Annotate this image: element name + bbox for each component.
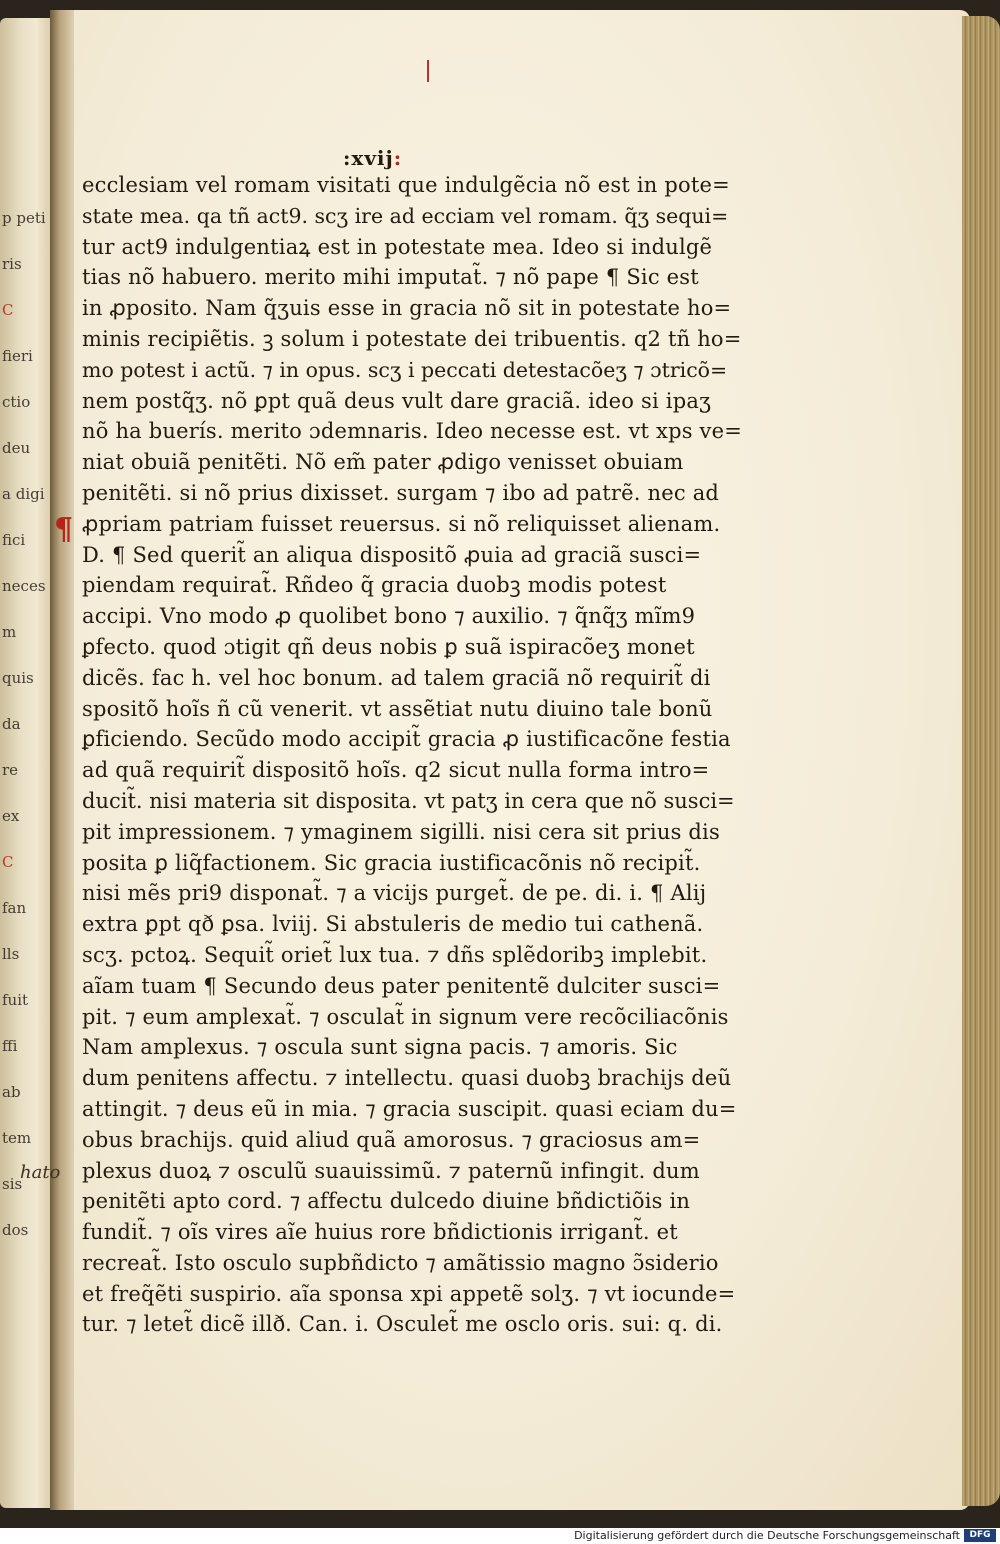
red-paragraph-mark: ¶	[54, 512, 74, 547]
text-line: niat obuiã penitẽti. Nõ em̃ pater ꝓdigo venisset obuiam	[82, 450, 684, 475]
text-line: tias nõ habuero. merito mihi imputat̃. ⁊ nõ pape ¶ Sic est	[82, 265, 699, 290]
margin-fragment: fici	[2, 531, 26, 549]
folio-number: :xvij:	[343, 146, 403, 170]
text-line: tur act9 indulgentiaꝝ est in potestate mea. Ideo si indulgẽ	[82, 234, 713, 259]
text-line: scʒ. pctoꝝ. Sequit̃ oriet̃ lux tua. ⁊ dñs splẽdoribꝫ implebit.	[82, 942, 708, 967]
text-line: et freq̃ẽti suspirio. aĩa sponsa xpi appetẽ solʒ. ⁊ vt iocunde=	[82, 1281, 736, 1306]
text-line: ꝑfecto. quod ɔtigit qñ deus nobis ꝑ suã ispiracõeʒ monet	[82, 634, 695, 659]
margin-fragment: quis	[2, 669, 34, 687]
text-line: dum penitens affectu. ⁊ intellectu. quasi duobꝫ brachijs deũ	[82, 1066, 732, 1091]
text-line: ducit̃. nisi materia sit disposita. vt patʒ in cera que nõ susci=	[82, 788, 735, 813]
margin-fragment: ris	[2, 255, 22, 273]
text-line: attingit. ⁊ deus eũ in mia. ⁊ gracia suscipit. quasi eciam du=	[82, 1096, 737, 1121]
margin-fragment: neces	[2, 577, 46, 595]
text-line: pit. ⁊ eum amplexat̃. ⁊ osculat̃ in signum vere recõciliacõnis	[82, 1004, 729, 1029]
margin-fragment: deu	[2, 439, 31, 457]
marginal-note: hato	[20, 1162, 61, 1183]
margin-fragment: fieri	[2, 347, 33, 365]
text-line: ꝑficiendo. Secũdo modo accipit̃ gracia ꝓ iustificacõne festia	[82, 727, 731, 752]
text-line: in ꝓposito. Nam q̃ʒuis esse in gracia nõ sit in potestate ho=	[82, 296, 732, 321]
text-line: state mea. qa tñ act9. scʒ ire ad ecciam vel romam. q̃ʒ sequi=	[82, 203, 729, 228]
margin-fragment: dos	[2, 1221, 29, 1239]
text-line: pit impressionem. ⁊ ymaginem sigilli. nisi cera sit prius dis	[82, 819, 720, 844]
margin-fragment: ctio	[2, 393, 31, 411]
text-line: D. ¶ Sed querit̃ an aliqua dispositõ ꝓuia ad graciã susci=	[82, 542, 702, 567]
margin-fragment: C	[2, 301, 14, 319]
margin-fragment: sis	[2, 1175, 23, 1193]
text-line: penitẽti apto cord. ⁊ affectu dulcedo diuine bñdictiõis in	[82, 1189, 691, 1214]
page-edges	[962, 16, 1000, 1506]
margin-fragment: C	[2, 853, 14, 871]
text-line: penitẽti. si nõ prius dixisset. surgam ⁊ ibo ad patrẽ. nec ad	[82, 480, 720, 505]
text-line: nisi mẽs pri9 disponat̃. ⁊ a vicijs purget̃. de pe. di. i. ¶ Alij	[82, 881, 707, 906]
text-line: fundit̃. ⁊ oĩs vires aĩe huius rore bñdictionis irrigant̃. et	[82, 1220, 678, 1245]
text-line: Nam amplexus. ⁊ oscula sunt signa pacis. ⁊ amoris. Sic	[82, 1035, 678, 1060]
text-line: ecclesiam vel romam visitati que indulgẽcia nõ est in pote=	[82, 173, 730, 197]
margin-fragment: re	[2, 761, 19, 779]
text-block	[82, 170, 742, 1340]
text-line: piendam requirat̃. Rñdeo q̃ gracia duobꝫ modis potest	[82, 573, 667, 598]
text-line: obus brachijs. quid aliud quã amorosus. ⁊ graciosus am=	[82, 1127, 701, 1152]
text-line: extra ꝑpt qð ꝑsa. lviij. Si abstuleris de medio tui cathenã.	[82, 912, 704, 937]
footer	[0, 1528, 1000, 1544]
margin-fragment: m	[2, 623, 17, 641]
text-line: ad quã requirit̃ dispositõ hoĩs. q2 sicut nulla forma intro=	[82, 758, 710, 783]
text-line: aĩam tuam ¶ Secundo deus pater penitentẽ dulciter susci=	[82, 973, 721, 998]
margin-fragment: fuit	[2, 991, 29, 1009]
text-line: plexus duoꝝ ⁊ osculũ suauissimũ. ⁊ paternũ infingit. dum	[82, 1158, 700, 1183]
left-page-edge	[0, 18, 52, 1508]
margin-fragment: ex	[2, 807, 20, 825]
red-tick-mark	[427, 60, 429, 82]
margin-fragment: tem	[2, 1129, 32, 1147]
text-line: accipi. Vno modo ꝓ quolibet bono ⁊ auxilio. ⁊ q̃nq̃ʒ mĩm9	[82, 604, 696, 629]
text-line: nem postq̃ʒ. nõ ꝑpt quã deus vult dare graciã. ideo si ipaʒ	[82, 388, 712, 413]
text-line: ꝓpriam patriam fuisset reuersus. si nõ reliquisset alienam.	[82, 511, 721, 536]
dfg-logo: DFG	[964, 1529, 996, 1542]
text-line: spositõ hoĩs ñ cũ venerit. vt assẽtiat nutu diuino tale bonũ	[82, 696, 713, 721]
margin-fragment: ffi	[2, 1037, 18, 1055]
margin-fragment: a digi	[2, 485, 45, 503]
margin-fragment: da	[2, 715, 21, 733]
text-line: recreat̃. Isto osculo supbñdicto ⁊ amãtissio magno ɔ̃siderio	[82, 1250, 719, 1275]
text-line: mo potest i actũ. ⁊ in opus. scʒ i peccati detestacõeʒ ⁊ ɔtricõ=	[82, 357, 728, 382]
text-line: minis recipiẽtis. ꝫ solum i potestate dei tribuentis. q2 tñ ho=	[82, 326, 742, 351]
text-line: tur. ⁊ letet̃ dicẽ illð. Can. i. Osculet̃ me osclo oris. sui: q. di.	[82, 1312, 723, 1337]
margin-fragment: p peti	[2, 209, 46, 227]
footer-credit: Digitalisierung gefördert durch die Deutsche Forschungsgemeinschaft	[574, 1529, 960, 1542]
text-line: dicẽs. fac h. vel hoc bonum. ad talem graciã nõ requirit̃ di	[82, 665, 711, 690]
text-line: posita ꝑ liq̃factionem. Sic gracia iustificacõnis nõ recipit̃.	[82, 850, 701, 875]
margin-fragment: fan	[2, 899, 27, 917]
margin-fragment: lls	[2, 945, 20, 963]
text-line: nõ ha buerís. merito ɔdemnaris. Ideo necesse est. vt xps ve=	[82, 419, 743, 444]
margin-fragment: ab	[2, 1083, 21, 1101]
